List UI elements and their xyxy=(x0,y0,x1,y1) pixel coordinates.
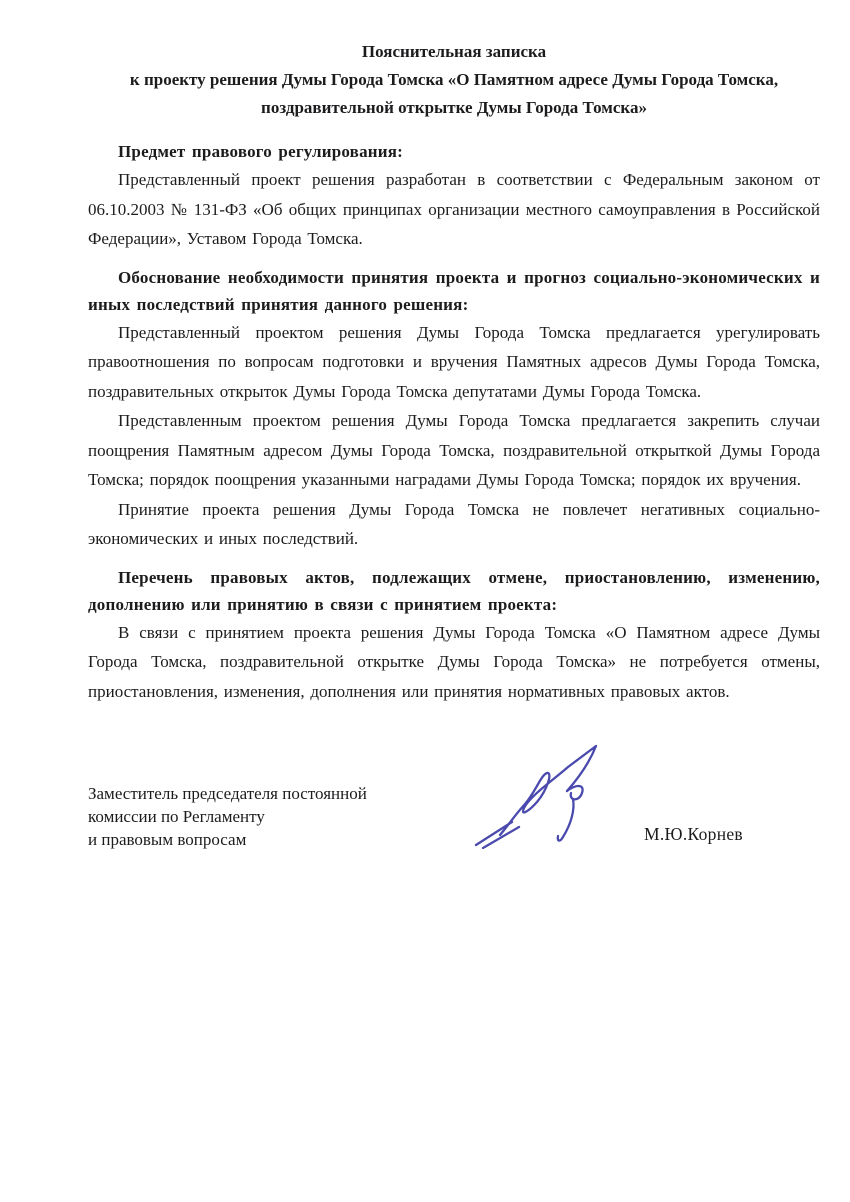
section-justification xyxy=(88,264,820,554)
paragraph: Принятие проекта решения Думы Города Томска не повлечет негативных социально-экономических и иных последствий. xyxy=(88,499,820,548)
title-line-2: к проекту решения Думы Города Томска «О Памятном адресе Думы Города Томска, xyxy=(129,70,779,89)
signatory-role xyxy=(88,782,367,851)
title-line-1: Пояснительная записка xyxy=(361,42,547,61)
signatory-name: М.Ю.Корнев xyxy=(644,824,743,844)
section-heading: Перечень правовых актов, подлежащих отмене, приостановлению, изменению, дополнению или принятию в связи с принятием проекта: xyxy=(88,567,820,614)
document-title xyxy=(88,38,820,122)
section-list-of-legal-acts xyxy=(88,564,820,707)
title-line-3: поздравительной открытке Думы Города Томска» xyxy=(261,98,647,117)
signatory-role-line-3: и правовым вопросам xyxy=(88,830,247,849)
paragraph: Представленный проектом решения Думы Города Томска предлагается урегулировать правоотношения по вопросам подготовки и вручения Памятных адресов Думы Города Томска, поздравительных открыток Думы Города Томска депутатами Думы Города Томска. xyxy=(88,322,820,401)
paragraph: В связи с принятием проекта решения Думы Города Томска «О Памятном адресе Думы Города Томска, поздравительной открытке Думы Города Томска» не потребуется отмены, приостановления, изменения, дополнения или принятия нормативных правовых актов. xyxy=(88,622,820,701)
paragraph: Представленный проект решения разработан в соответствии с Федеральным законом от 06.10.2003 № 131-ФЗ «Об общих принципах организации местного самоуправления в Российской Федерации», Уставом Города Томска. xyxy=(88,170,820,248)
paragraph: Представленным проектом решения Думы Города Томска предлагается закрепить случаи поощрения Памятным адресом Думы Города Томска, поздравительной открыткой Думы Города Томска; порядок поощрения указанными наградами Думы Города Томска; порядок их вручения. xyxy=(88,411,820,489)
signatory-role-line-2: комиссии по Регламенту xyxy=(88,807,265,826)
section-subject-of-regulation xyxy=(88,138,820,254)
signature-block xyxy=(88,748,820,888)
signatory-role-line-1: Заместитель председателя постоянной xyxy=(88,784,367,803)
section-heading: Обоснование необходимости принятия проекта и прогноз социально-экономических и иных последствий принятия данного решения: xyxy=(88,267,820,314)
section-heading: Предмет правового регулирования: xyxy=(118,142,404,161)
handwritten-signature-icon xyxy=(470,744,620,849)
